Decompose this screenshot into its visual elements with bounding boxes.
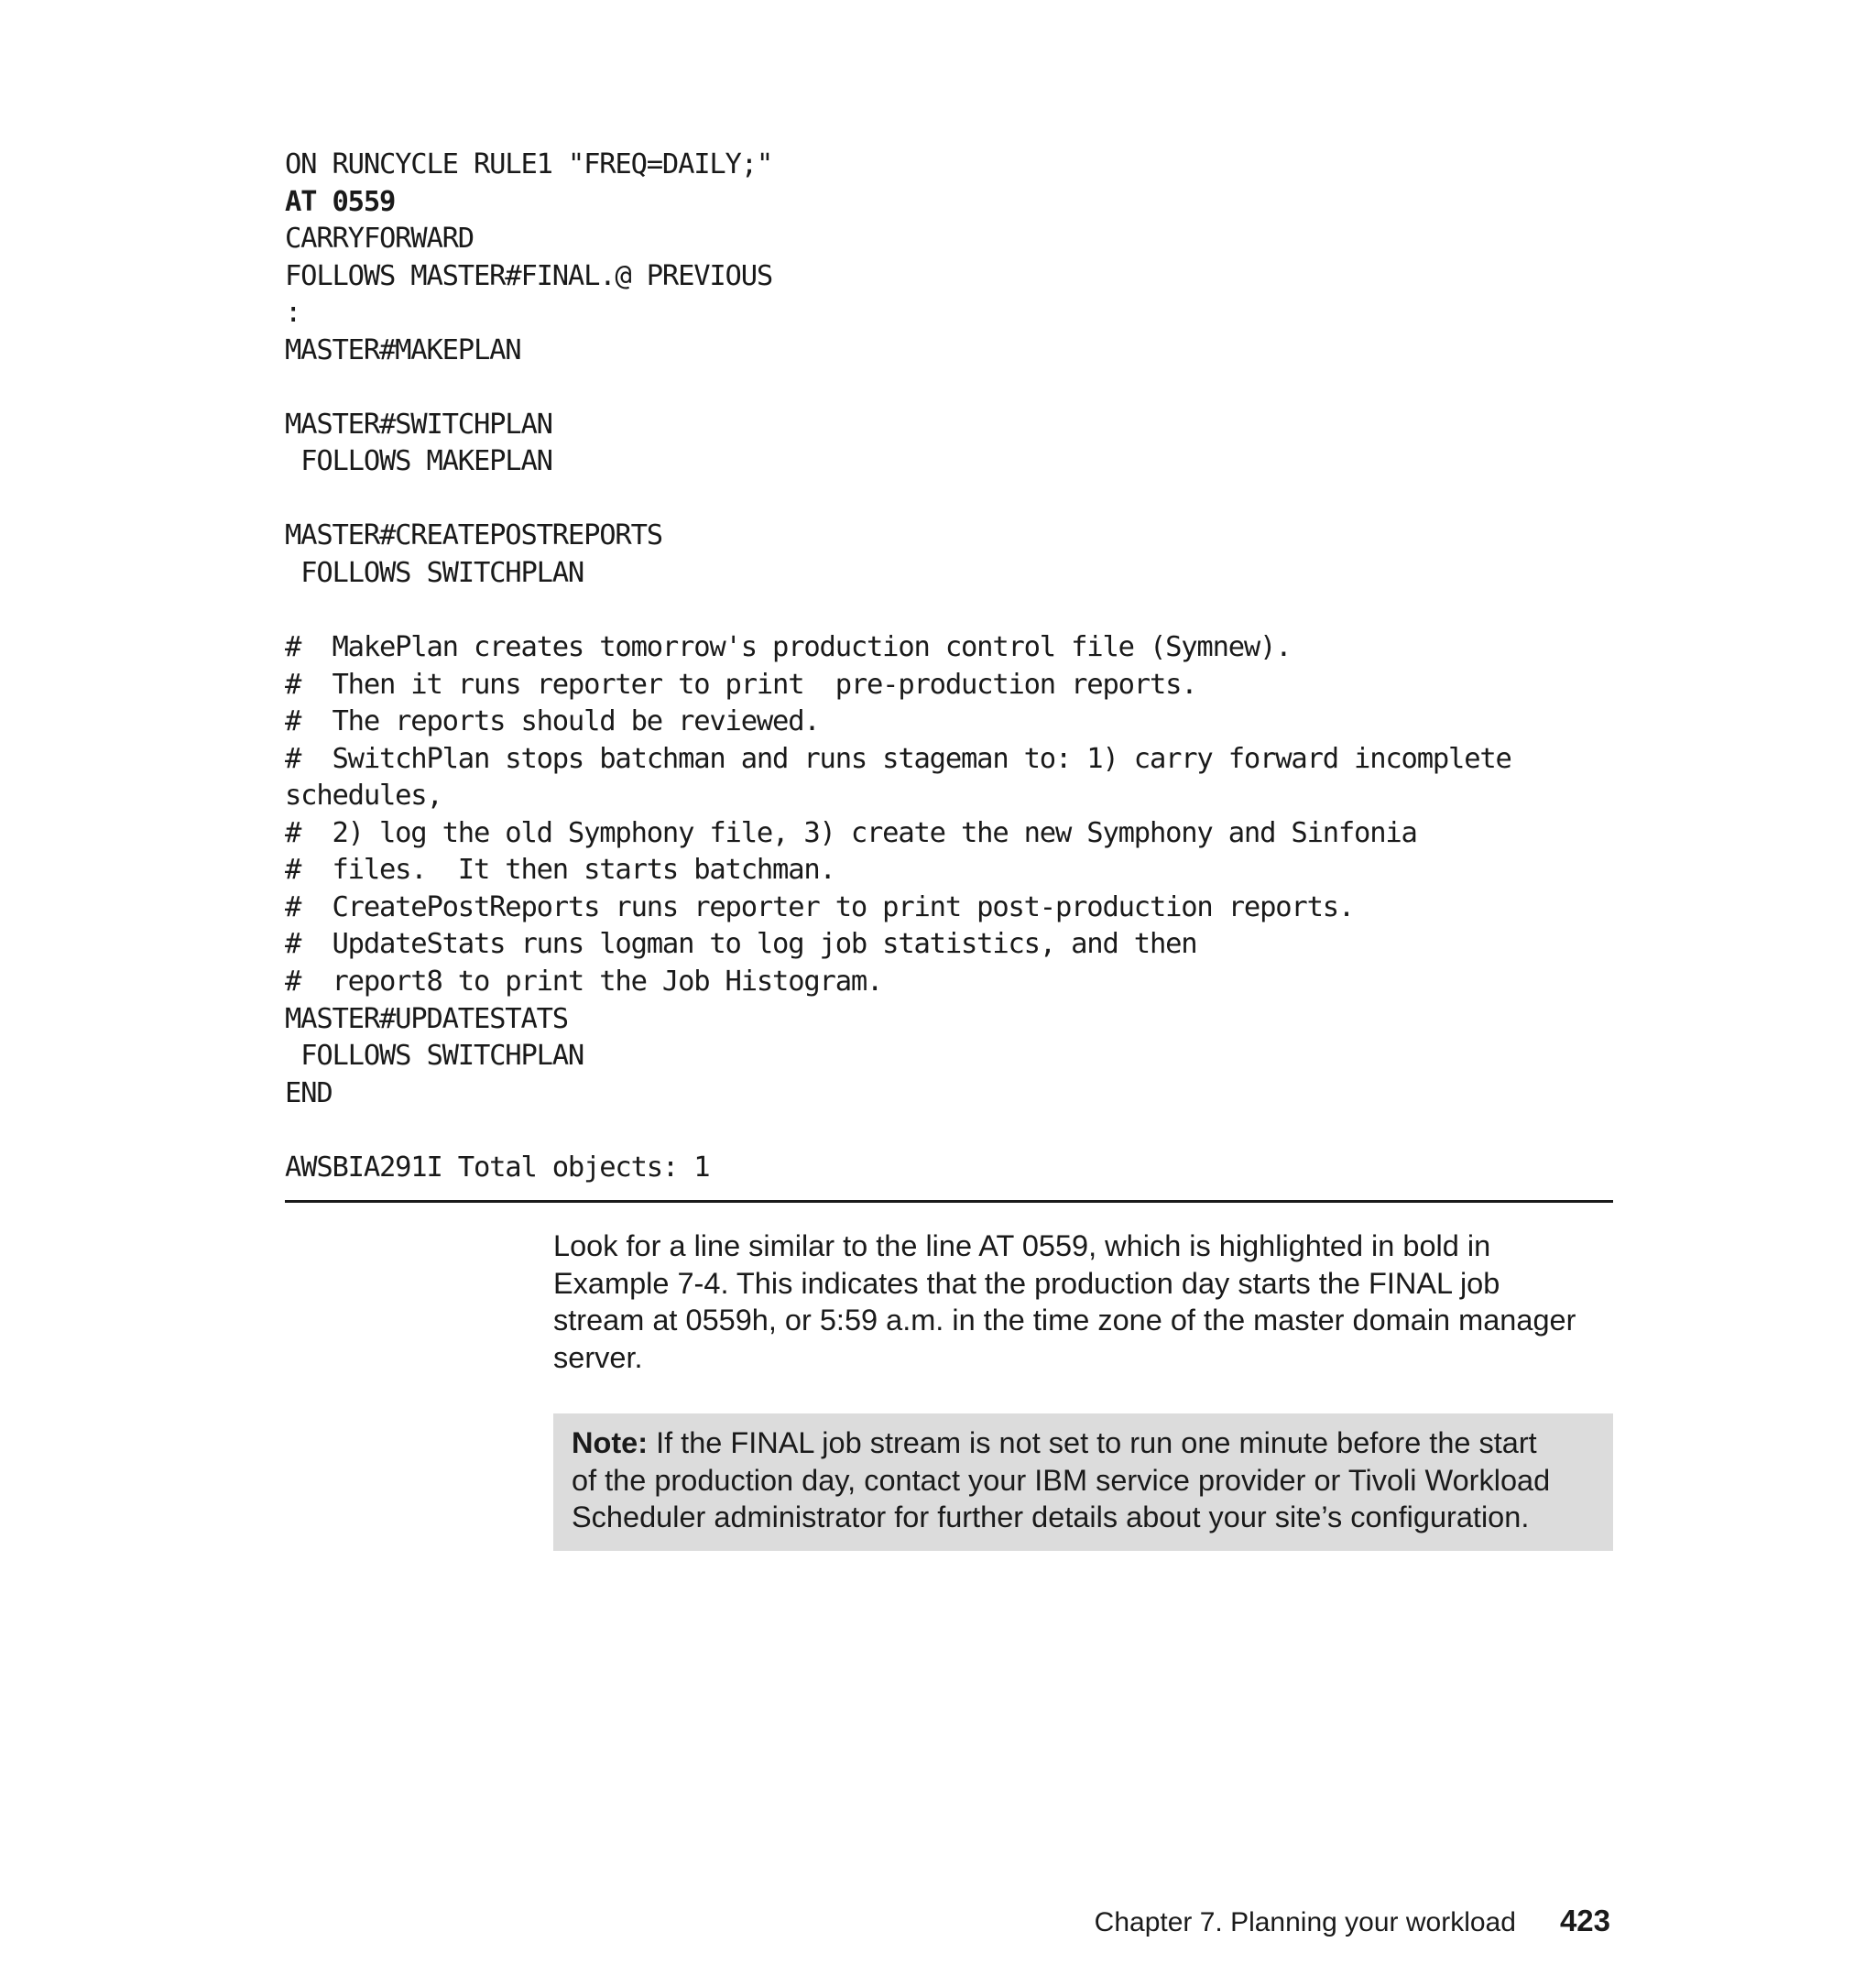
code-line: # Then it runs reporter to print pre-production reports.: [285, 668, 1197, 701]
note-line: of the production day, contact your IBM service provider or Tivoli Workload: [572, 1463, 1551, 1497]
code-line: MASTER#CREATEPOSTREPORTS: [285, 519, 662, 552]
code-example: [285, 147, 1613, 1186]
code-line: MASTER#MAKEPLAN: [285, 333, 521, 366]
code-line-highlighted: AT 0559: [285, 185, 396, 218]
body-paragraph: [553, 1228, 1616, 1376]
code-line: [285, 593, 1613, 630]
code-line: # CreatePostReports runs reporter to print post-production reports.: [285, 890, 1355, 923]
note-text: [572, 1424, 1602, 1536]
code-line: CARRYFORWARD: [285, 223, 474, 256]
code-line: FOLLOWS SWITCHPLAN: [285, 557, 584, 590]
code-line: END: [285, 1076, 333, 1109]
note-line-text: If the FINAL job stream is not set to run one minute before the start: [648, 1426, 1537, 1459]
page-number: 423: [1559, 1904, 1610, 1937]
note-line: Scheduler administrator for further details about your site’s configuration.: [572, 1500, 1530, 1533]
note-label: Note:: [572, 1426, 649, 1459]
paragraph-line: Look for a line similar to the line AT 0559, which is highlighted in bold in: [553, 1229, 1491, 1262]
note-box: [553, 1413, 1613, 1551]
code-line: # The reports should be reviewed.: [285, 705, 820, 738]
code-line: # files. It then starts batchman.: [285, 854, 835, 887]
code-line: [285, 1112, 1613, 1150]
paragraph-line: server.: [553, 1340, 643, 1374]
paragraph-line: stream at 0559h, or 5:59 a.m. in the time zone of the master domain manager: [553, 1304, 1576, 1337]
code-line: AWSBIA291I Total objects: 1: [285, 1151, 710, 1184]
code-line: FOLLOWS MASTER#FINAL.@ PREVIOUS: [285, 259, 773, 292]
note-line: [572, 1424, 1602, 1462]
code-line: FOLLOWS SWITCHPLAN: [285, 1040, 584, 1073]
code-line: # MakePlan creates tomorrow's production control file (Symnew).: [285, 631, 1292, 664]
code-line: # report8 to print the Job Histogram.: [285, 966, 883, 998]
code-line: MASTER#SWITCHPLAN: [285, 408, 552, 441]
chapter-title: Chapter 7. Planning your workload: [1094, 1907, 1516, 1937]
code-line: MASTER#UPDATESTATS: [285, 1002, 568, 1035]
code-line: FOLLOWS MAKEPLAN: [285, 445, 552, 478]
code-line: # UpdateStats runs logman to log job statistics, and then: [285, 928, 1197, 961]
example-end-rule: [285, 1200, 1613, 1203]
code-line: schedules,: [285, 780, 442, 813]
code-line: :: [285, 297, 301, 330]
code-line: # 2) log the old Symphony file, 3) create the new Symphony and Sinfonia: [285, 816, 1417, 849]
code-line: [285, 369, 1613, 407]
code-line: [285, 481, 1613, 518]
code-line: # SwitchPlan stops batchman and runs stageman to: 1) carry forward incomplete: [285, 742, 1511, 775]
page-footer: [1095, 1904, 1610, 1938]
paragraph-line: Example 7-4. This indicates that the production day starts the FINAL job: [553, 1266, 1500, 1300]
code-line: ON RUNCYCLE RULE1 "FREQ=DAILY;": [285, 148, 773, 180]
